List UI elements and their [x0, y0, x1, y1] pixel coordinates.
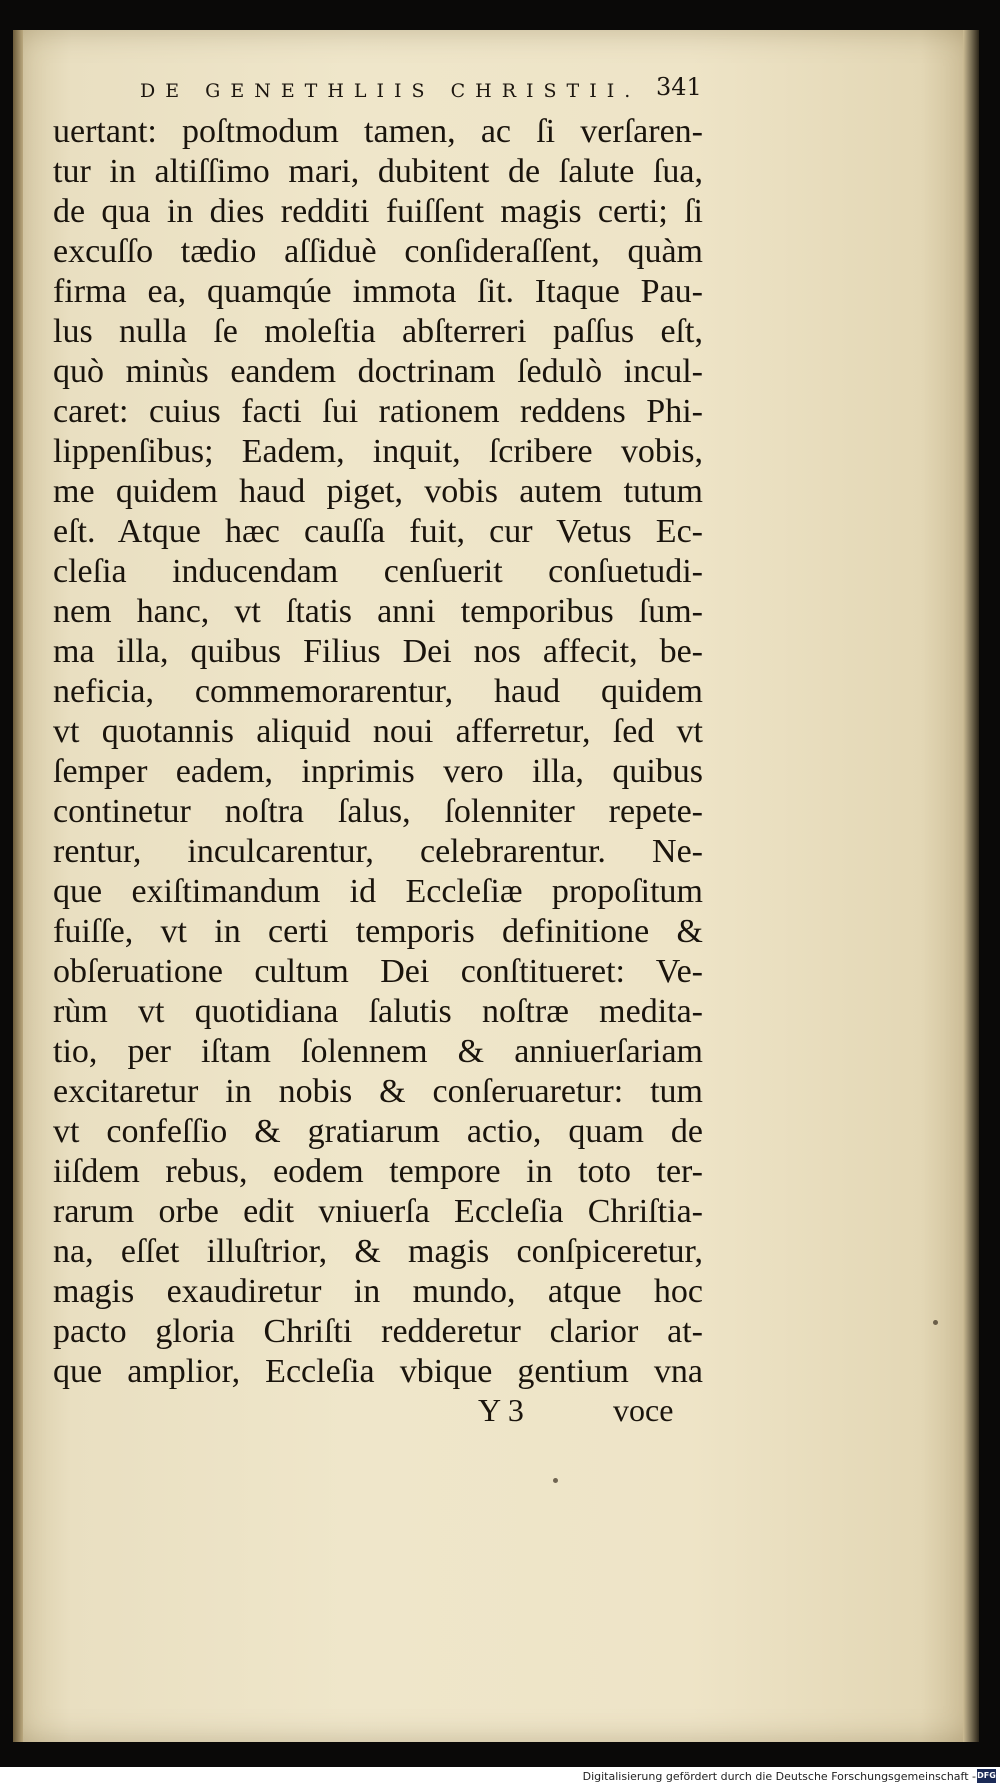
text-line: que amplior, Eccleſia vbique gentium vna [53, 1353, 703, 1390]
paper-speck [933, 1320, 938, 1325]
book-page [13, 30, 979, 1742]
text-line: excitaretur in nobis & conſeruaretur: tum [53, 1073, 703, 1110]
text-line: rùm vt quotidiana ſalutis noſtræ medita- [53, 993, 703, 1030]
paper-speck [553, 1478, 558, 1483]
text-line: vt confeſſio & gratiarum actio, quam de [53, 1113, 703, 1150]
text-line: na, eſſet illuſtrior, & magis conſpiceretur, [53, 1233, 703, 1270]
text-line: tur in altiſſimo mari, dubitent de ſalute ſua, [53, 153, 703, 190]
text-line: quò minùs eandem doctrinam ſedulò incul- [53, 353, 703, 390]
text-line: que exiſtimandum id Eccleſiæ propoſitum [53, 873, 703, 910]
text-line: pacto gloria Chriſti redderetur clarior at- [53, 1313, 703, 1350]
text-line: cleſia inducendam cenſuerit conſuetudi- [53, 553, 703, 590]
text-line: caret: cuius facti ſui rationem reddens Phi- [53, 393, 703, 430]
text-line: ma illa, quibus Filius Dei nos affecit, be- [53, 633, 703, 670]
text-line: iiſdem rebus, eodem tempore in toto ter- [53, 1153, 703, 1190]
text-line: ſemper eadem, inprimis vero illa, quibus [53, 753, 703, 790]
text-line: de qua in dies redditi fuiſſent magis certi; ſi [53, 193, 703, 230]
text-line: nem hanc, vt ſtatis anni temporibus ſum- [53, 593, 703, 630]
text-line: vt quotannis aliquid noui afferretur, ſed vt [53, 713, 703, 750]
text-line: eſt. Atque hæc cauſſa fuit, cur Vetus Ec- [53, 513, 703, 550]
text-line: neficia, commemorarentur, haud quidem [53, 673, 703, 710]
text-line: lus nulla ſe moleſtia abſterreri paſſus eſt, [53, 313, 703, 350]
text-line: continetur noſtra ſalus, ſolenniter repete- [53, 793, 703, 830]
text-line: fuiſſe, vt in certi temporis definitione & [53, 913, 703, 950]
text-line: uertant: poſtmodum tamen, ac ſi verſaren- [53, 113, 703, 150]
text-line: magis exaudiretur in mundo, atque hoc [53, 1273, 703, 1310]
running-head: DE GENETHLIIS CHRISTII. [140, 80, 641, 102]
text-line: firma ea, quamqúe immota ſit. Itaque Pau- [53, 273, 703, 310]
page-left-edge [13, 30, 23, 1742]
digitization-credit: Digitalisierung gefördert durch die Deutsche Forschungsgemeinschaft - [582, 1770, 976, 1783]
text-line: rentur, inculcarentur, celebrarentur. Ne- [53, 833, 703, 870]
page-right-edge [963, 30, 979, 1742]
signature-mark: Y 3 [478, 1392, 524, 1428]
text-line: excuſſo tædio aſſiduè conſideraſſent, quàm [53, 233, 703, 270]
body-text [53, 112, 703, 1392]
dfg-logo: DFG [977, 1769, 996, 1783]
text-line: lippenſibus; Eadem, inquit, ſcribere vobis, [53, 433, 703, 470]
text-line: obſeruatione cultum Dei conſtitueret: Ve- [53, 953, 703, 990]
text-line: tio, per iſtam ſolennem & anniuerſariam [53, 1033, 703, 1070]
text-line: me quidem haud piget, vobis autem tutum [53, 473, 703, 510]
text-line: rarum orbe edit vniuerſa Eccleſia Chriſtia- [53, 1193, 703, 1230]
page-number: 341 [656, 73, 702, 101]
catchword: voce [613, 1392, 674, 1428]
